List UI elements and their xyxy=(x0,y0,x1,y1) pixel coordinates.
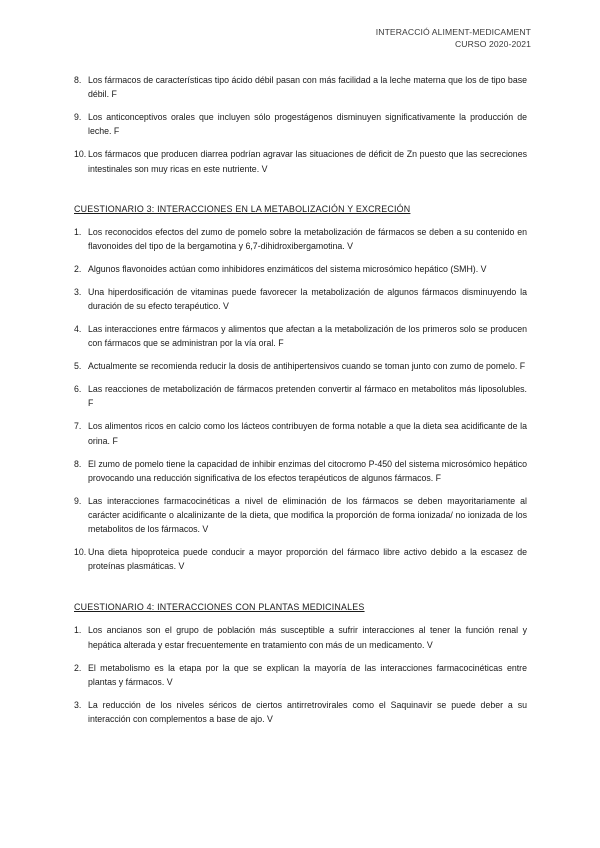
list-item xyxy=(74,382,527,410)
item-number: 9. xyxy=(74,495,82,506)
item-text: La reducción de los niveles séricos de ciertos antirretrovirales como el Saquinavir se puede deber a su interacción con complementos a base de ajo. V xyxy=(88,699,527,725)
item-text: Los fármacos que producen diarrea podrían agravar las situaciones de déficit de Zn puesto que las secreciones intestinales son muy ricas en este nutriente. V xyxy=(88,149,527,174)
list-item xyxy=(74,110,527,138)
item-text: Los reconocidos efectos del zumo de pomelo sobre la metabolización de fármacos se deben a su contenido en flavonoides del tipo de la bergamotina y 6,7-dihidroxibergamotina. V xyxy=(88,226,527,251)
item-number: 1. xyxy=(74,226,82,237)
item-number: 2. xyxy=(74,263,82,274)
item-number: 3. xyxy=(74,286,82,297)
item-number: 10. xyxy=(74,149,87,160)
list-item xyxy=(74,545,527,573)
item-number: 8. xyxy=(74,458,82,469)
item-text: Los anticonceptivos orales que incluyen sólo progestágenos disminuyen significativamente la producción de leche. F xyxy=(88,112,527,137)
section-title-cuestionario-3: CUESTIONARIO 3: INTERACCIONES EN LA METABOLIZACIÓN Y EXCRECIÓN xyxy=(74,203,411,214)
list-item xyxy=(74,322,527,350)
header-academic-year: CURSO 2020-2021 xyxy=(454,39,531,49)
list-item xyxy=(74,225,527,253)
item-text: Los ancianos son el grupo de población más susceptible a sufrir interacciones al tener la función renal y hepática alterada y estar frecuentemente en tratamiento con más de un medicamento. V xyxy=(88,625,527,650)
item-text: Actualmente se recomienda reducir la dosis de antihipertensivos cuando se toman junto con zumo de pomelo. F xyxy=(88,361,526,372)
list-item xyxy=(74,623,527,651)
section-title-cuestionario-4: CUESTIONARIO 4: INTERACCIONES CON PLANTAS MEDICINALES xyxy=(74,602,365,613)
list-item xyxy=(74,147,527,175)
item-number: 5. xyxy=(74,361,82,372)
item-text: Una hiperdosificación de vitaminas puede favorecer la metabolización de algunos fármacos disminuyendo la duración de su efecto terapéutico. V xyxy=(88,286,527,312)
list-item xyxy=(74,285,527,313)
document-body xyxy=(74,73,527,735)
list-item xyxy=(74,661,527,689)
item-number: 6. xyxy=(74,384,82,395)
item-text: Las reacciones de metabolización de fármacos pretenden convertir al fármaco en metabolitos más liposolubles. F xyxy=(88,384,527,409)
item-text: El zumo de pomelo tiene la capacidad de inhibir enzimas del citocromo P-450 del sistema microsómico hepático provocando una reducción significativa de los efectos terapéuticos de algunos fármacos. F xyxy=(88,458,527,483)
item-number: 7. xyxy=(74,421,82,432)
item-number: 3. xyxy=(74,699,82,710)
item-number: 8. xyxy=(74,75,82,85)
list-item xyxy=(74,262,527,276)
item-text: Los fármacos de características tipo ácido débil pasan con más facilidad a la leche materna que los de tipo base débil. F xyxy=(88,75,527,100)
list-item xyxy=(74,359,527,373)
list-item xyxy=(74,73,527,101)
list-item xyxy=(74,494,527,537)
item-number: 4. xyxy=(74,324,82,335)
page-header xyxy=(376,26,531,50)
item-number: 9. xyxy=(74,112,82,123)
item-text: Una dieta hipoproteica puede conducir a mayor proporción del fármaco libre activo debido a la escasez de proteínas plasmáticas. V xyxy=(88,547,527,572)
item-number: 2. xyxy=(74,662,82,673)
list-item xyxy=(74,419,527,447)
item-text: Las interacciones entre fármacos y alimentos que afectan a la metabolización de los primeros solo se producen con fármacos que se administran por la vía oral. F xyxy=(88,324,527,349)
item-text: Los alimentos ricos en calcio como los lácteos contribuyen de forma notable a que la dieta sea acidificante de la orina. F xyxy=(88,421,527,446)
item-number: 1. xyxy=(74,625,82,636)
header-course-title: INTERACCIÓ ALIMENT-MEDICAMENT xyxy=(375,27,531,37)
item-text: Algunos flavonoides actúan como inhibidores enzimáticos del sistema microsómico hepático (SMH). V xyxy=(88,263,487,274)
item-text: Las interacciones farmacocinéticas a nivel de eliminación de los fármacos se deben mayoritariamente al carácter acidificante o alcalinizante de la dieta, que modifica la proporción de forma ionizada/ no ionizada de los metabolitos de los fármacos. V xyxy=(88,495,527,535)
list-item xyxy=(74,698,527,726)
item-text: El metabolismo es la etapa por la que se explican la mayoría de las interacciones farmacocinéticas entre plantas y fármacos. V xyxy=(88,662,527,687)
list-item xyxy=(74,457,527,485)
item-number: 10. xyxy=(74,547,87,558)
